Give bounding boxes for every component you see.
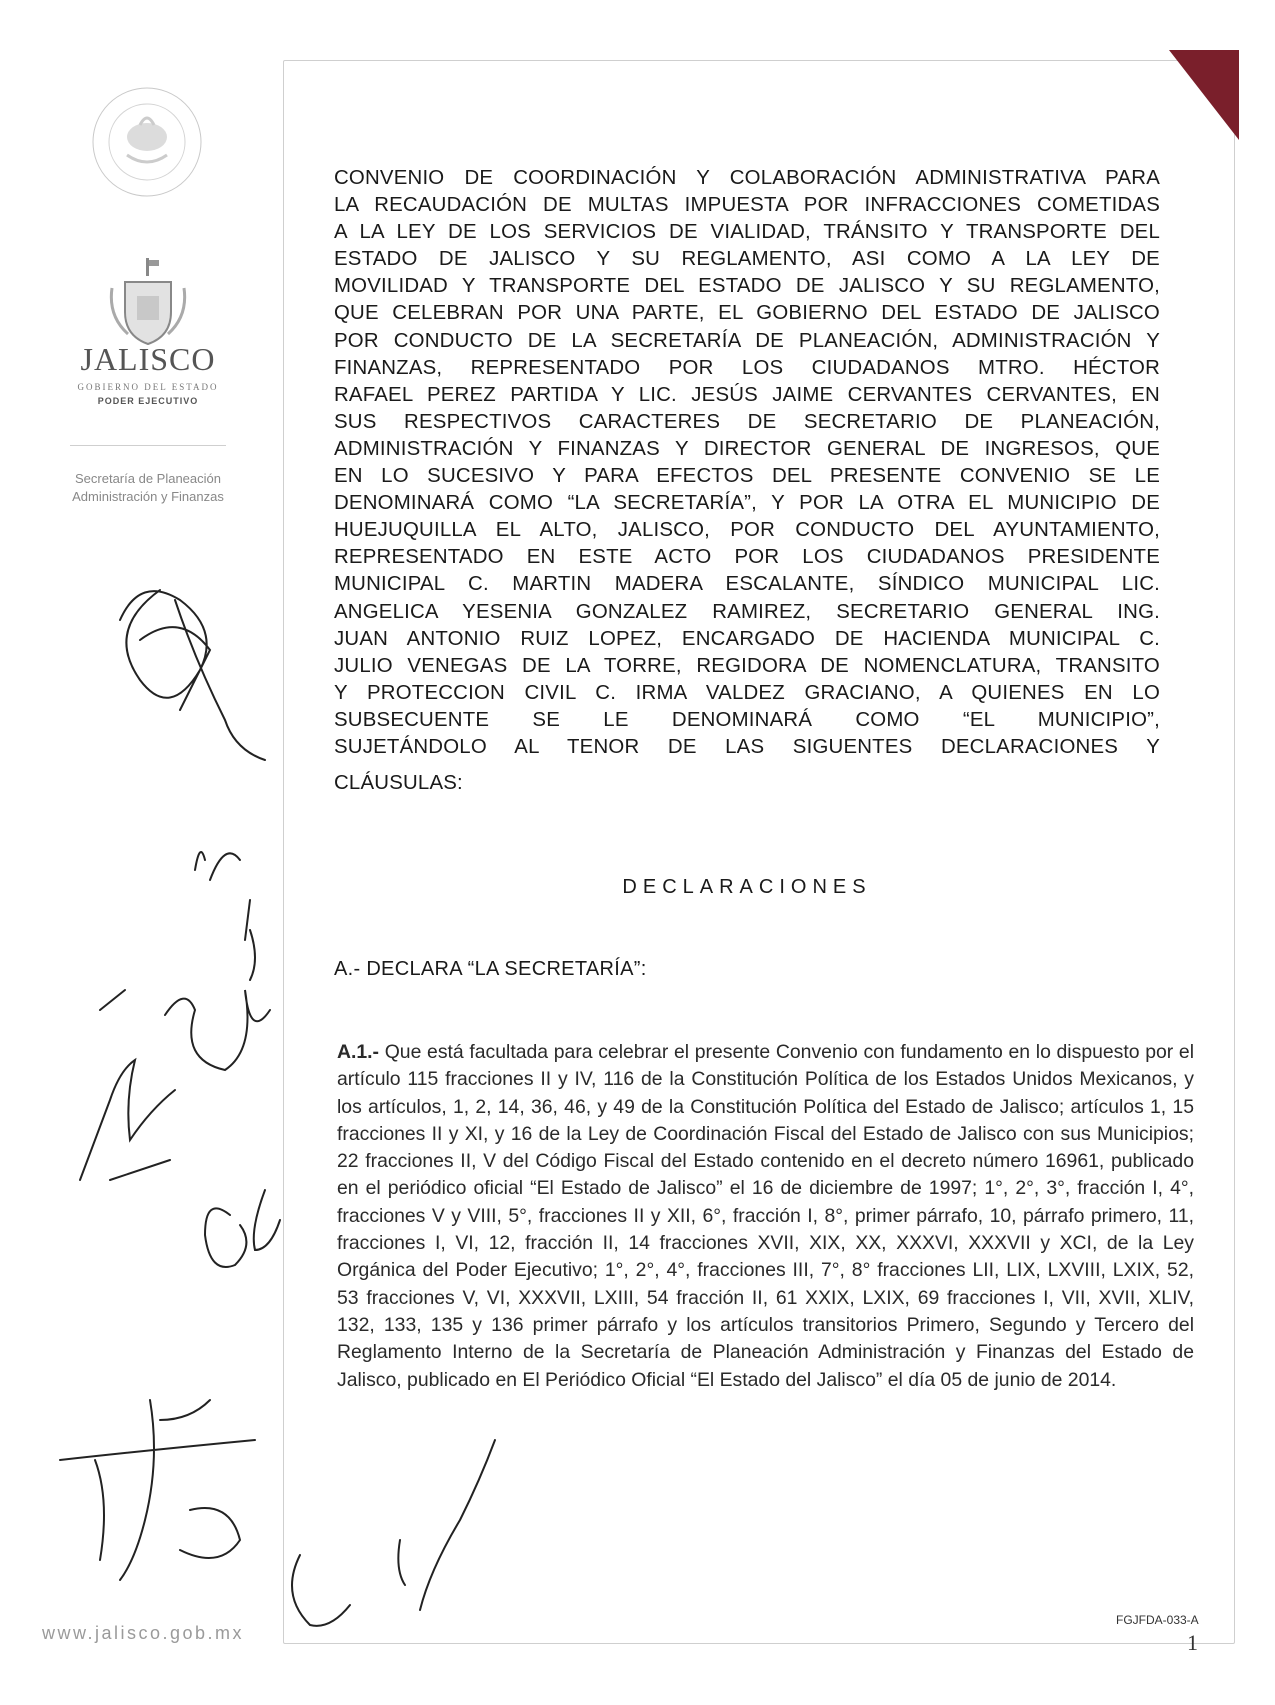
title-line: JUAN ANTONIO RUIZ LOPEZ, ENCARGADO DE HACIENDA MUNICIPAL C. bbox=[334, 627, 1160, 650]
title-line: ADMINISTRACIÓN Y FINANZAS Y DIRECTOR GENERAL DE INGRESOS, QUE bbox=[334, 437, 1160, 460]
declaration-a1-text: Que está facultada para celebrar el presente Convenio con fundamento en lo dispuesto por el artículo 115 fracciones II y IV, 116 de la Constitución Política de los Estados Unidos Mexicanos, y los artículos, 1, 2, 14, 36, 46, y 49 de la Constitución Política del Estado de Jalisco; artículos 1, 15 fracciones II y XI, y 16 de la Ley de Coordinación Fiscal del Estado de Jalisco con sus Municipios; 22 fracciones II, V del Código Fiscal del Estado contenido en el decreto número 16961, publicado en el periódico oficial “El Estado de Jalisco” el 16 de diciembre de 1997; 1°, 2°, 3°, fracción I, 4°, fracciones V y VIII, 5°, fracciones II y XII, 6°, fracción I, 8°, primer párrafo, 10, párrafo primero, 11, fracciones I, VI, 12, fracción II, 14 fracciones XVII, XIX, XX, XXXVI, XXXVII y XCI, de la Ley Orgánica del Poder Ejecutivo; 1°, 2°, 4°, fracciones III, 7°, 8° fracciones LII, LIX, LXVIII, LXIX, 52, 53 fracciones V, VI, XXXVII, LXIII, 54 fracción II, 61 XXIX, LXIX, 69 fracciones I, VII, XVII, XLIV, 132, 133, 135 y 136 primer párrafo y los artículos transitorios Primero, Segundo y Tercero del Reglamento Interno de la Secretaría de Planeación Administración y Finanzas del Estado de Jalisco, publicado en El Periódico Oficial “El Estado del Jalisco” el día 05 de junio de 2014. bbox=[337, 1041, 1195, 1391]
title-line: LA RECAUDACIÓN DE MULTAS IMPUESTA POR INFRACCIONES COMETIDAS bbox=[334, 194, 1160, 217]
sidebar-divider bbox=[70, 445, 226, 446]
title-line: CONVENIO DE COORDINACIÓN Y COLABORACIÓN ADMINISTRATIVA PARA bbox=[334, 167, 1160, 189]
title-line: HUEJUQUILLA EL ALTO, JALISCO, POR CONDUCTO DEL AYUNTAMIENTO, bbox=[334, 519, 1160, 542]
title-line: MOVILIDAD Y TRANSPORTE DEL ESTADO DE JALISCO Y SU REGLAMENTO, bbox=[334, 275, 1160, 298]
website-url: www.jalisco.gob.mx bbox=[42, 1623, 245, 1643]
title-line: REPRESENTADO EN ESTE ACTO POR LOS CIUDADANOS PRESIDENTE bbox=[334, 546, 1160, 569]
declaration-a1-label: A.1.- bbox=[337, 1041, 380, 1063]
corner-ribbon bbox=[1169, 50, 1239, 140]
title-line: POR CONDUCTO DE LA SECRETARÍA DE PLANEACIÓN, ADMINISTRACIÓN Y bbox=[334, 329, 1160, 352]
document-title bbox=[334, 165, 1160, 761]
title-line: Y PROTECCION CIVIL C. IRMA VALDEZ GRACIANO, A QUIENES EN LO bbox=[334, 681, 1160, 704]
jalisco-coat-of-arms bbox=[107, 258, 189, 348]
subsection-heading: A.- DECLARA “LA SECRETARÍA”: bbox=[334, 958, 647, 980]
form-code: FGJFDA-033-A bbox=[1116, 1613, 1199, 1627]
signature-5 bbox=[60, 1400, 255, 1580]
title-line: RAFAEL PEREZ PARTIDA Y LIC. JESÚS JAIME CERVANTES CERVANTES, EN bbox=[334, 383, 1160, 406]
department-name bbox=[55, 470, 241, 506]
signature-4 bbox=[205, 1190, 280, 1267]
state-name: JALISCO bbox=[80, 341, 216, 377]
branch-label: PODER EJECUTIVO bbox=[97, 396, 199, 406]
title-line: DENOMINARÁ COMO “LA SECRETARÍA”, Y POR LA OTRA EL MUNICIPIO DE bbox=[334, 492, 1160, 515]
title-line: SUBSECUENTE SE LE DENOMINARÁ COMO “EL MUNICIPIO”, bbox=[334, 708, 1160, 731]
title-line: JULIO VENEGAS DE LA TORRE, REGIDORA DE NOMENCLATURA, TRANSITO bbox=[334, 654, 1160, 677]
signature-1 bbox=[120, 590, 265, 760]
government-label: GOBIERNO DEL ESTADO bbox=[77, 382, 219, 392]
mexico-seal-emblem bbox=[90, 85, 205, 200]
signature-3 bbox=[165, 852, 270, 1070]
title-line: FINANZAS, REPRESENTADO POR LOS CIUDADANOS MTRO. HÉCTOR bbox=[334, 356, 1160, 379]
page-number: 1 bbox=[1187, 1630, 1198, 1655]
title-line: EN LO SUCESIVO Y PARA EFECTOS DEL PRESENTE CONVENIO SE LE bbox=[334, 465, 1160, 488]
department-line-1: Secretaría de Planeación bbox=[75, 471, 221, 486]
title-last-line: CLÁUSULAS: bbox=[334, 772, 463, 794]
title-line: SUS RESPECTIVOS CARACTERES DE SECRETARIO DE PLANEACIÓN, bbox=[334, 410, 1160, 433]
title-line: QUE CELEBRAN POR UNA PARTE, EL GOBIERNO DEL ESTADO DE JALISCO bbox=[334, 302, 1160, 325]
title-line: MUNICIPAL C. MARTIN MADERA ESCALANTE, SÍNDICO MUNICIPAL LIC. bbox=[334, 573, 1160, 596]
title-line: A LA LEY DE LOS SERVICIOS DE VIALIDAD, TRÁNSITO Y TRANSPORTE DEL bbox=[334, 221, 1160, 244]
title-line: SUJETÁNDOLO AL TENOR DE LAS SIGUENTES DECLARACIONES Y bbox=[334, 735, 1160, 758]
department-line-2: Administración y Finanzas bbox=[72, 489, 224, 504]
declaration-a1 bbox=[337, 1039, 1194, 1394]
section-heading: DECLARACIONES bbox=[622, 876, 872, 898]
signature-2 bbox=[80, 990, 175, 1180]
title-line: ANGELICA YESENIA GONZALEZ RAMIREZ, SECRETARIO GENERAL ING. bbox=[334, 600, 1160, 623]
title-line: ESTADO DE JALISCO Y SU REGLAMENTO, ASI COMO A LA LEY DE bbox=[334, 248, 1160, 271]
